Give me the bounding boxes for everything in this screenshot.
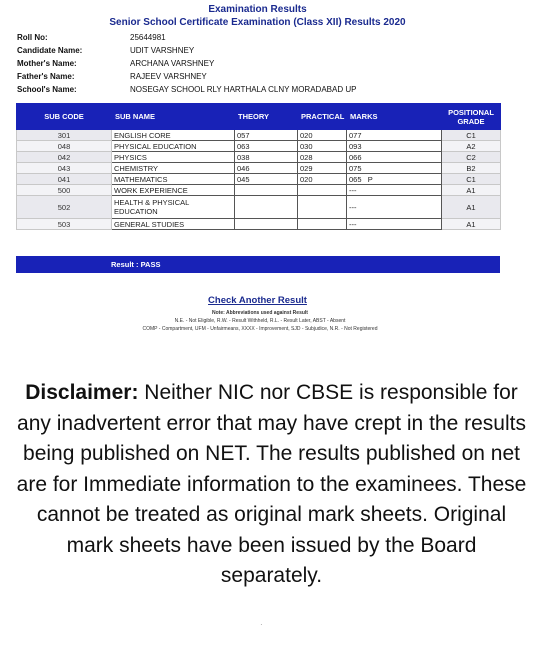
practical-marks: [298, 219, 347, 230]
note-abbreviations-1: N.E. - Not Eligible, R.W. - Result Withheld, R.L. - Result Later, ABST - Absent: [174, 318, 346, 324]
sub-name: PHYSICAL EDUCATION: [112, 141, 235, 152]
check-another-result-link[interactable]: Check Another Result: [208, 295, 307, 306]
note-abbreviations-2: COMP - Compartment, UFM - Unfairmeans, XXXX - Improvement, SJD - Subjudice, N.R. - Not Registered: [142, 326, 378, 332]
theory-marks: 063: [235, 141, 298, 152]
sub-code: 503: [17, 219, 112, 230]
total-marks: 075: [347, 163, 442, 174]
school-name-label: School's Name:: [17, 85, 77, 94]
table-row: [17, 174, 501, 185]
exam-name: Senior School Certificate Examination (Class XII) Results 2020: [109, 17, 406, 28]
father-name-value: RAJEEV VARSHNEY: [130, 72, 207, 81]
theory-marks: [235, 185, 298, 196]
theory-marks: 045: [235, 174, 298, 185]
col-practical: PRACTICAL: [298, 104, 347, 130]
col-sub-name: SUB NAME: [112, 104, 235, 130]
practical-marks: 030: [298, 141, 347, 152]
result-bar: [16, 256, 500, 273]
grade: C1: [442, 174, 501, 185]
total-marks: ---: [347, 185, 442, 196]
sub-code: 042: [17, 152, 112, 163]
table-row: [17, 185, 501, 196]
grade: C1: [442, 130, 501, 141]
father-name-label: Father's Name:: [17, 72, 75, 81]
table-row: [17, 219, 501, 230]
disclaimer-label: Disclaimer:: [25, 381, 139, 404]
sub-code: 043: [17, 163, 112, 174]
decorative-dot: ·: [260, 620, 263, 629]
sub-name: PHYSICS: [112, 152, 235, 163]
sub-code: 301: [17, 130, 112, 141]
practical-marks: [298, 196, 347, 219]
page-title: Examination Results: [208, 4, 307, 15]
mother-name-label: Mother's Name:: [17, 59, 77, 68]
result-status: Result : PASS: [111, 260, 161, 269]
theory-marks: [235, 219, 298, 230]
sub-name: HEALTH & PHYSICAL EDUCATION: [112, 196, 235, 219]
table-row: [17, 196, 501, 219]
roll-no-value: 25644981: [130, 33, 166, 42]
theory-marks: [235, 196, 298, 219]
practical-marks: 020: [298, 174, 347, 185]
disclaimer: [15, 378, 528, 592]
sub-code: 500: [17, 185, 112, 196]
grade: A2: [442, 141, 501, 152]
theory-marks: 038: [235, 152, 298, 163]
sub-code: 041: [17, 174, 112, 185]
candidate-name-value: UDIT VARSHNEY: [130, 46, 195, 55]
roll-no-label: Roll No:: [17, 33, 48, 42]
grade: A1: [442, 196, 501, 219]
table-header-row: [17, 104, 501, 130]
total-marks: ---: [347, 196, 442, 219]
total-marks: 077: [347, 130, 442, 141]
col-marks: MARKS: [347, 104, 442, 130]
total-marks: ---: [347, 219, 442, 230]
sub-name: WORK EXPERIENCE: [112, 185, 235, 196]
col-sub-code: SUB CODE: [17, 104, 112, 130]
sub-name: ENGLISH CORE: [112, 130, 235, 141]
table-row: [17, 141, 501, 152]
practical-marks: 029: [298, 163, 347, 174]
practical-marks: [298, 185, 347, 196]
practical-marks: 020: [298, 130, 347, 141]
sub-name: CHEMISTRY: [112, 163, 235, 174]
sub-name: GENERAL STUDIES: [112, 219, 235, 230]
col-theory: THEORY: [235, 104, 298, 130]
grade: B2: [442, 163, 501, 174]
sub-name: MATHEMATICS: [112, 174, 235, 185]
candidate-name-label: Candidate Name:: [17, 46, 83, 55]
note-title: Note: Abbreviations used against Result: [212, 310, 308, 316]
theory-marks: 046: [235, 163, 298, 174]
school-name-value: NOSEGAY SCHOOL RLY HARTHALA CLNY MORADABAD UP: [130, 85, 357, 94]
sub-code: 048: [17, 141, 112, 152]
disclaimer-text: Neither NIC nor CBSE is responsible for any inadvertent error that may have crept in the results being published on NET. The results published on net are for Immediate information to the examinees. These cannot be treated as original mark sheets. Original mark sheets have been issued by the Board separately.: [16, 381, 527, 587]
grade: C2: [442, 152, 501, 163]
sub-code: 502: [17, 196, 112, 219]
grade: A1: [442, 219, 501, 230]
table-row: [17, 130, 501, 141]
col-grade: POSITIONAL GRADE: [442, 104, 501, 130]
total-marks: 066: [347, 152, 442, 163]
practical-marks: 028: [298, 152, 347, 163]
table-row: [17, 152, 501, 163]
grade: A1: [442, 185, 501, 196]
theory-marks: 057: [235, 130, 298, 141]
total-marks: 093: [347, 141, 442, 152]
results-table: [16, 103, 501, 230]
mother-name-value: ARCHANA VARSHNEY: [130, 59, 215, 68]
total-marks: 065 P: [347, 174, 442, 185]
table-row: [17, 163, 501, 174]
